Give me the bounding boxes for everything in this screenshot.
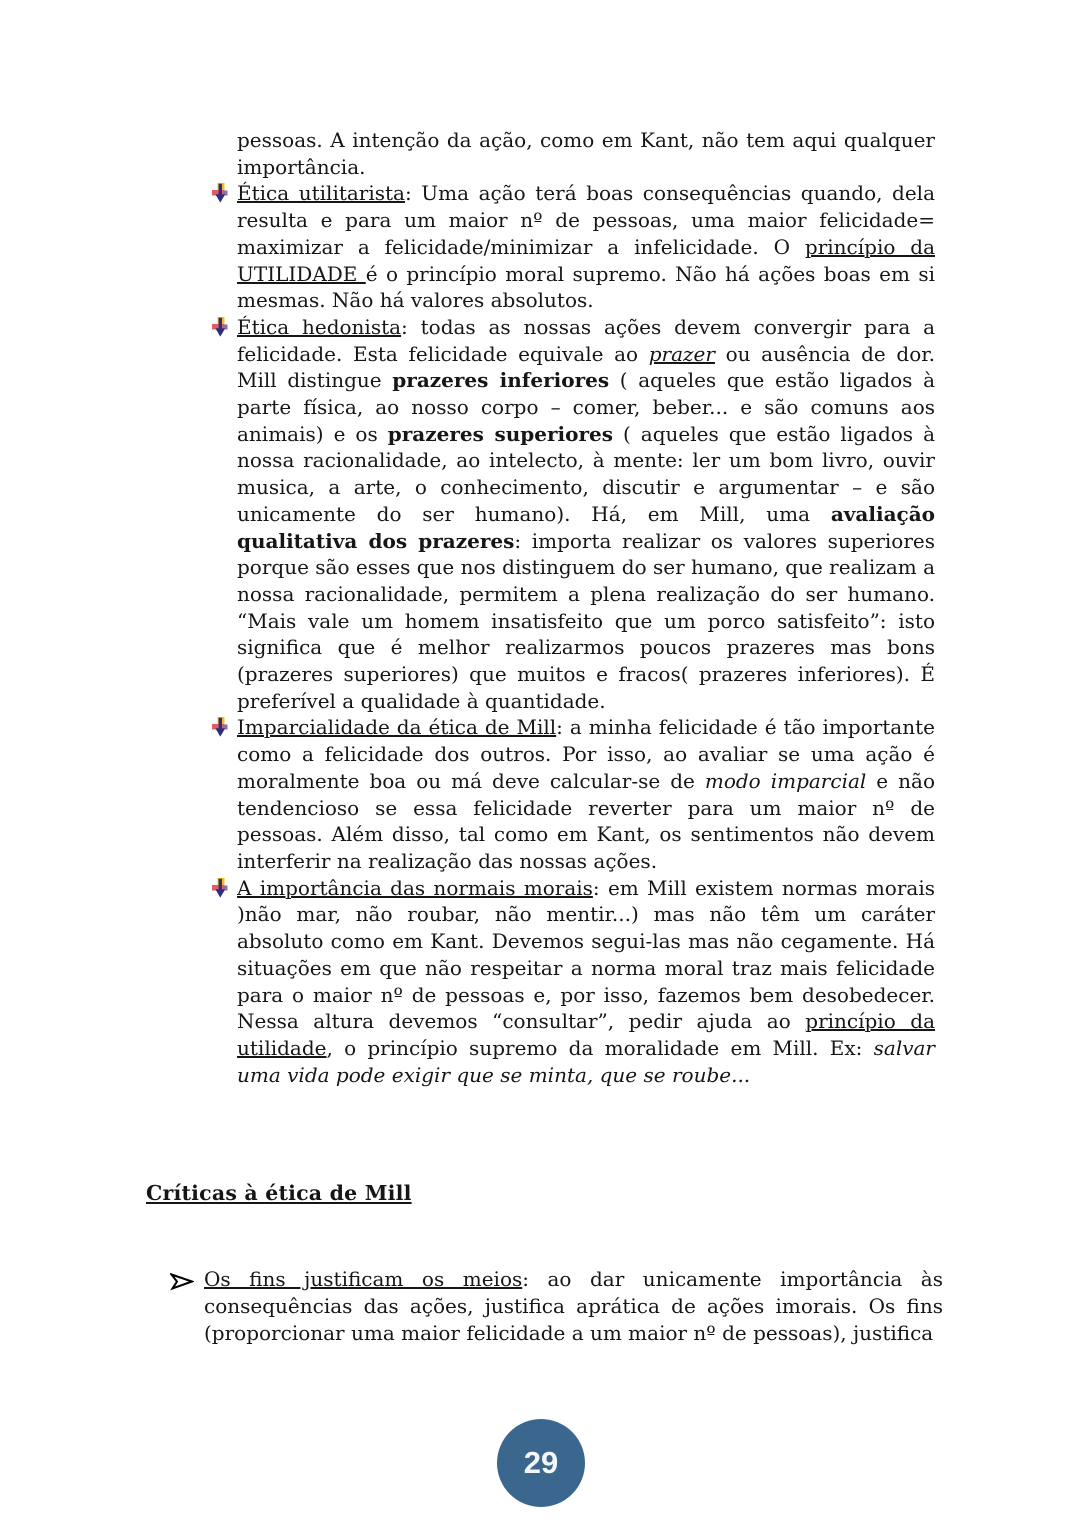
criticism-item-text: Os fins justificam os meios: ao dar unicamente importância às consequências das ações, justifica aprática de ações imorais. Os fins (proporcionar uma maior felicidade a um maior nº de pessoas), justifica [204,1267,943,1345]
right-arrowhead-bullet-icon [170,1271,194,1290]
down-arrow-3d-bullet-icon [212,717,228,738]
criticism-list [204,1266,943,1347]
notes-body [237,127,935,1088]
topic-item-text: Ética hedonista: todas as nossas ações devem convergir para a felicidade. Esta felicidade equivale ao prazer ou ausência de dor. Mill distingue prazeres inferiores ( aqueles que estão ligados à parte física, ao nosso corpo – comer, beber... e são comuns aos animais) e os prazeres superiores ( aqueles que estão ligados à nossa racionalidade, ao intelecto, à mente: ler um bom livro, ouvir musica, a arte, o conhecimento, discutir e argumentar – e são unicamente do ser humano). Há, em Mill, uma avaliação qualitativa dos prazeres: importa realizar os valores superiores porque são esses que nos distinguem do ser humano, que realizam a nossa racionalidade, permitem a plena realização do ser humano. “Mais vale um homem insatisfeito que um porco satisfeito”: isto significa que é melhor realizarmos poucos prazeres mas bons (prazeres superiores) que muitos e fracos( prazeres inferiores). É preferível a qualidade à quantidade. [237,314,936,713]
down-arrow-3d-bullet-icon [212,317,228,338]
topic-item-text: Imparcialidade da ética de Mill: a minha felicidade é tão importante como a felicidade dos outros. Por isso, ao avaliar se uma ação é moralmente boa ou má deve calcular-se de modo imparcial e não tendencioso se essa felicidade reverter para um maior nº de pessoas. Além disso, tal como em Kant, os sentimentos não devem interferir na realização das nossas ações. [237,715,935,873]
down-arrow-3d-bullet-icon [212,878,228,899]
criticism-item-fins-meios [204,1266,943,1347]
page-number-badge [497,1419,585,1507]
topic-item-normas-morais [237,875,935,1089]
topic-list [237,180,935,1088]
intro-paragraph: pessoas. A intenção da ação, como em Kant, não tem aqui qualquer importância. [237,128,935,179]
page-number: 29 [523,1445,559,1480]
topic-item-text: Ética utilitarista: Uma ação terá boas consequências quando, dela resulta e para um maior nº de pessoas, uma maior felicidade= maximizar a felicidade/minimizar a infelicidade. O princípio da UTILIDADE é o princípio moral supremo. Não há ações boas em si mesmas. Não há valores absolutos. [237,181,936,313]
down-arrow-3d-bullet-icon [212,183,228,204]
topic-item-etica-utilitarista [237,180,935,314]
topic-item-etica-hedonista [237,314,935,715]
section-heading-criticas: Críticas à ética de Mill [146,1181,412,1205]
topic-item-text: A importância das normais morais: em Mill existem normas morais )não mar, não roubar, não mentir...) mas não têm um caráter absoluto como em Kant. Devemos segui-las mas não cegamente. Há situações em que não respeitar a norma moral traz mais felicidade para o maior nº de pessoas e, por isso, fazemos bem desobedecer. Nessa altura devemos “consultar”, pedir ajuda ao princípio da utilidade, o princípio supremo da moralidade em Mill. Ex: salvar uma vida pode exigir que se minta, que se roube... [237,875,935,1087]
topic-item-imparcialidade [237,714,935,874]
